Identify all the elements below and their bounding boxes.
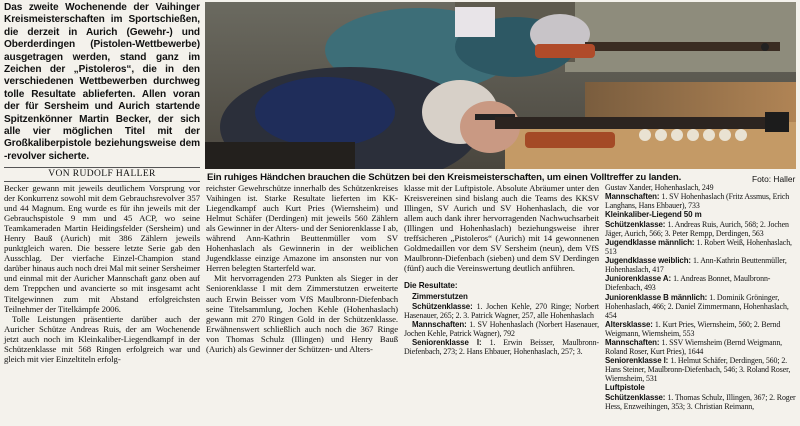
paragraph: Mit hervorragenden 273 Punkten als Sieger in der Seniorenklasse I mit dem Zimmerstutzen erweiterte auch Erwin Beisser vom VfS Maulbronn-Diefenbach seine Titelsammlung, Jochen Kehle (Hohenhaslach) gewann mit 270 Ringen Gold in der Schützenklasse. Erwähnenswert schließlich auch noch die 367 Ringe von Thomas Schulz (Illingen) und Henry Bauß (Aurich) als Gewinner der Schützen- und Alters- (206, 273, 398, 354)
results-entry: Jugendklasse männlich: 1. Robert Weiß, Hohenhaslach, 513 (605, 237, 792, 257)
paragraph: klasse mit der Luftpistole. Absolute Abräumer unter den Kreisvereinen sind bislang auch die Teams des KKSV Illingen, SV Aurich und SV Hohenhaslach, die vor allem auch dank ihrer hervorragenden Nachwuchsarbeit (Illingen und Hohenhaslach) beziehungsweise ihrer treffsicheren „Pistoleros“ (Aurich) mit 14 gewonnenen Goldmedaillen vor dem SV Sersheim (neun), dem VfS Maulbronn-Diefenbach (sieben) und dem SV Derdingen (fünf) auch die Vereinswertung deutlich anführen. (404, 183, 599, 274)
results-class-label: Jugendklasse weiblich: (605, 256, 694, 266)
results-entry: Juniorenklasse B männlich: 1. Dominik Gröninger, Hohenhaslach, 466; 2. Daniel Zimmermann, Hohenhaslach, 454 (605, 292, 789, 320)
article-lead: Das zweite Wochenende der Vaihinger Kreismeisterschaften im Sportschießen, die derzeit in Aurich (Gewehr-) und Oberderdingen (Pistolen-Wettbewerbe) ausgetragen werden, stand ganz im Zeichen der „Pistoleros“, die in den verschiedenen Wettbewerben durchweg tolle Resultate ablieferten. Allen voran der für Sersheim und Aurich startende Spitzenkönner Martin Becker, der sich alle vier möglichen Titel mit der Großkaliberpistole beziehungsweise dem -revolver sicherte. (4, 2, 200, 162)
results-discipline-heading: Zimmerstutzen (412, 292, 468, 302)
results-class-label: Altersklasse: (605, 319, 655, 329)
byline-rule-bottom (4, 181, 200, 182)
results-class-label: Mannschaften: (412, 320, 470, 330)
results-entry: Mannschaften: 1. SSV Wiernsheim (Bernd Weigmann, Roland Roser, Kurt Pries), 1644 (605, 338, 783, 357)
article-column-1 (4, 183, 200, 364)
results-class-label: Seniorenklasse I: (412, 338, 490, 348)
results-class-label: Schützenklasse: (605, 219, 668, 229)
results-entry: Seniorenklasse I: 1. Helmut Schäfer, Derdingen, 560; 2. Hans Steiner, Maulbronn-Diefenbach, 546; 3. Roland Roser, Wiernsheim, 531 (605, 356, 791, 384)
results-class-label: Mannschaften: (605, 338, 662, 347)
results-list-1 (404, 292, 599, 356)
results-class-label: Mannschaften: (605, 192, 662, 202)
results-entry: Altersklasse: 1. Kurt Pries, Wiernsheim, 560; 2. Bernd Weigmann, Wiernsheim, 553 (605, 319, 781, 338)
results-class-label: Juniorenklasse B männlich: (605, 292, 710, 302)
results-class-label: Schützenklasse: (605, 392, 668, 402)
article-photo (205, 2, 796, 169)
photo-credit: Foto: Haller (752, 174, 796, 184)
paragraph: Becker gewann mit jeweils deutlichem Vorsprung vor der Konkurrenz sowohl mit dem Gebrauchsrevolver 357 und 44 Magnum. Eng wurde es für ihn jeweils mit der Gebrauchspistole 9 mm und 45 ACP, wo seine Teamkameraden Martin Heidingsfelder (Sersheim) und Henry Bauß (Aurich) mit 386 Zählern jeweils punktgleich waren. Die bessere letzte Serie gab den Ausschlag. Der vierfache Einzel-Champion stand darüber hinaus auch noch drei Mal mit seiner Sersheimer und einmal mit der Auricher Mannschaft ganz oben auf dem Treppchen und avancierte so mit insgesamt acht Titelgewinnen zum mit Abstand erfolgreichsten Teilnehmer der Titelkämpfe 2006. (4, 183, 200, 314)
byline: VON RUDOLF HALLER (48, 169, 156, 179)
paragraph: Tolle Leistungen präsentierte darüber auch der Auricher Schütze Andreas Ruis, der am Wochenende jetzt auch noch im Kleinkaliber-Liegendkampf in der Schützenklasse mit 568 Ringen erfolgreich war und gleich mit vier Einzeltiteln erfolg- (4, 313, 200, 364)
results-title: Die Resultate: (404, 281, 458, 291)
results-entry: Schützenklasse: 1. Jochen Kehle, 270 Ringe; Norbert Hasenauer, 265; 2. 3. Patrick Wagner, 257, alle Hohenhaslach (404, 301, 600, 321)
results-class-label: Juniorenklasse A: (605, 274, 674, 284)
article-column-3 (404, 183, 599, 357)
article-column-2 (206, 183, 398, 354)
results-class-label: Schützenklasse: (412, 301, 477, 311)
paragraph: reichster Gewehrschütze innerhalb des Schützenkreises Vaihingen ist. Starke Resultate lieferten im KK-Liegendkampf auch Kurt Pries (Wiernsheim) und Helmut Schäfer (Derdingen) mit jeweils 560 Zählern als Gewinner in der Alters- und der Seniorenklasse I ab, während Ann-Kathrin Beuttenmüller vom SV Hohenhaslach als Gewinnerin in der weiblichen Jugendklasse einzige Amazone im ansonsten nur von Herren belegten Starterfeld war. (206, 183, 398, 274)
results-entry: Jugendklasse weiblich: 1. Ann-Kathrin Beuttenmüller, Hohenhaslach, 417 (605, 256, 787, 275)
photo-image (205, 2, 796, 169)
results-list-2 (605, 183, 798, 411)
results-class-label: Seniorenklasse I: (605, 356, 671, 366)
article-column-4 (605, 183, 798, 411)
results-entry: Gustav Xander, Hohenhaslach, 249 (605, 183, 714, 192)
results-discipline-heading: Luftpistole (605, 383, 645, 393)
results-entry: Seniorenklasse I: 1. Erwin Beisser, Maulbronn-Diefenbach, 273; 2. Hans Ehbauer, Hohenhaslach, 257; 3. (404, 338, 599, 357)
results-entry: Juniorenklasse A: 1. Andreas Bonnet, Maulbronn-Diefenbach, 493 (605, 274, 771, 293)
results-entry: Schützenklasse: 1. Thomas Schulz, Illingen, 367; 2. Roger Hess, Enzweihingen, 353; 3. Christian Reimann, (605, 392, 796, 412)
photo-caption: Ein ruhiges Händchen brauchen die Schützen bei den Kreismeisterschaften, um einen Volltreffer zu landen. (207, 172, 682, 183)
results-class-label: Jugendklasse männlich: (605, 237, 697, 247)
results-entry: Schützenklasse: 1. Andreas Ruis, Aurich, 568; 2. Jochen Jäger, Aurich, 566; 3. Peter Rempp, Derdingen, 563 (605, 219, 789, 238)
results-entry: Mannschaften: 1. SV Hohenhaslach (Fritz Assmus, Erich Langhans, Hans Ehbauer), 733 (605, 192, 790, 211)
results-entry: Mannschaften: 1. SV Hohenhaslach (Norbert Hasenauer, Jochen Kehle, Patrick Wagner), 792 (404, 320, 600, 339)
results-discipline-heading: Kleinkaliber-Liegend 50 m (605, 210, 702, 220)
